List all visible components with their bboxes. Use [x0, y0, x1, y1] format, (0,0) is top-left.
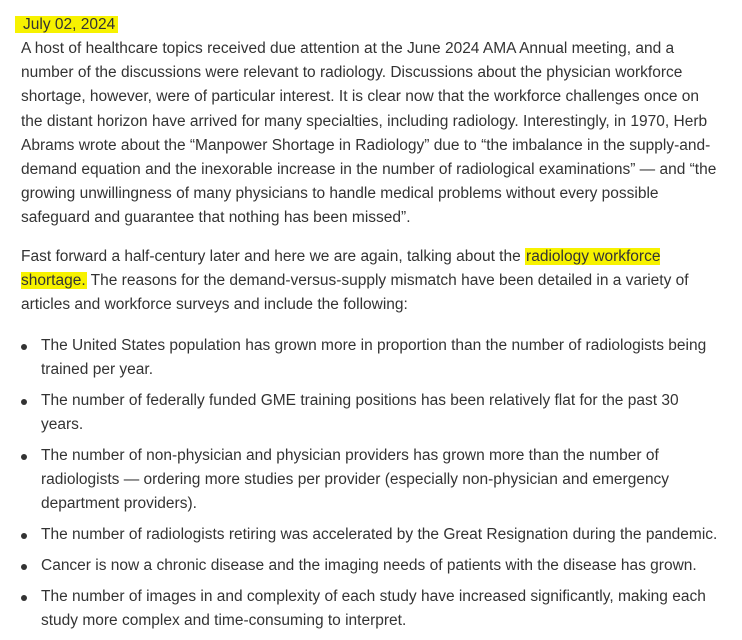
bullet-dot-icon	[21, 454, 27, 460]
bullet-dot-icon	[21, 564, 27, 570]
second-paragraph-tail: The reasons for the demand-versus-supply mismatch have been detailed in a variety of articles and workforce surveys and include the following:	[21, 272, 689, 314]
list-item	[21, 334, 721, 382]
reasons-list	[21, 334, 721, 640]
bullet-dot-icon	[21, 399, 27, 405]
list-item	[21, 389, 721, 437]
list-item	[21, 585, 721, 633]
list-item-text: The number of radiologists retiring was accelerated by the Great Resignation during the pandemic.	[41, 526, 718, 544]
article-date	[21, 14, 118, 36]
intro-paragraph: A host of healthcare topics received due attention at the June 2024 AMA Annual meeting, and a number of the discussions were relevant to radiology. Discussions about the physician workforce shortage, however, were of particular interest. It is clear now that the workforce challenges once on the distant horizon have arrived for many specialties, including radiology. Interestingly, in 1970, Herb Abrams wrote about the “Manpower Shortage in Radiology” due to “the imbalance in the supply-and-demand equation and the inexorable increase in the number of radiological examinations” — and “the growing unwillingness of many physicians to handle medical problems without every possible safeguard and guarantee that nothing has been missed”.	[21, 40, 717, 227]
list-item-text: The number of non-physician and physician providers has grown more than the number of radiologists — ordering more studies per provider (especially non-physician and emergency department providers).	[41, 447, 670, 513]
list-item	[21, 444, 721, 517]
list-item-text: The number of images in and complexity of each study have increased significantly, making each study more complex and time-consuming to interpret.	[41, 587, 706, 629]
list-item-text: Cancer is now a chronic disease and the imaging needs of patients with the disease has grown.	[41, 557, 697, 574]
date-highlight: July 02, 2024	[15, 16, 118, 33]
bullet-dot-icon	[21, 595, 27, 601]
list-item-text: The number of federally funded GME training positions has been relatively flat for the past 30 years.	[41, 392, 679, 434]
bullet-dot-icon	[21, 533, 27, 539]
workforce-shortage-highlight: radiology workforce shortage.	[21, 248, 661, 290]
list-item	[21, 554, 721, 578]
second-paragraph	[21, 245, 721, 318]
second-paragraph-lead: Fast forward a half-century later and here we are again, talking about the	[21, 248, 526, 265]
list-item-text: The United States population has grown more in proportion than the number of radiologists being trained per year.	[41, 337, 707, 379]
bullet-dot-icon	[21, 344, 27, 350]
list-item	[21, 523, 721, 547]
